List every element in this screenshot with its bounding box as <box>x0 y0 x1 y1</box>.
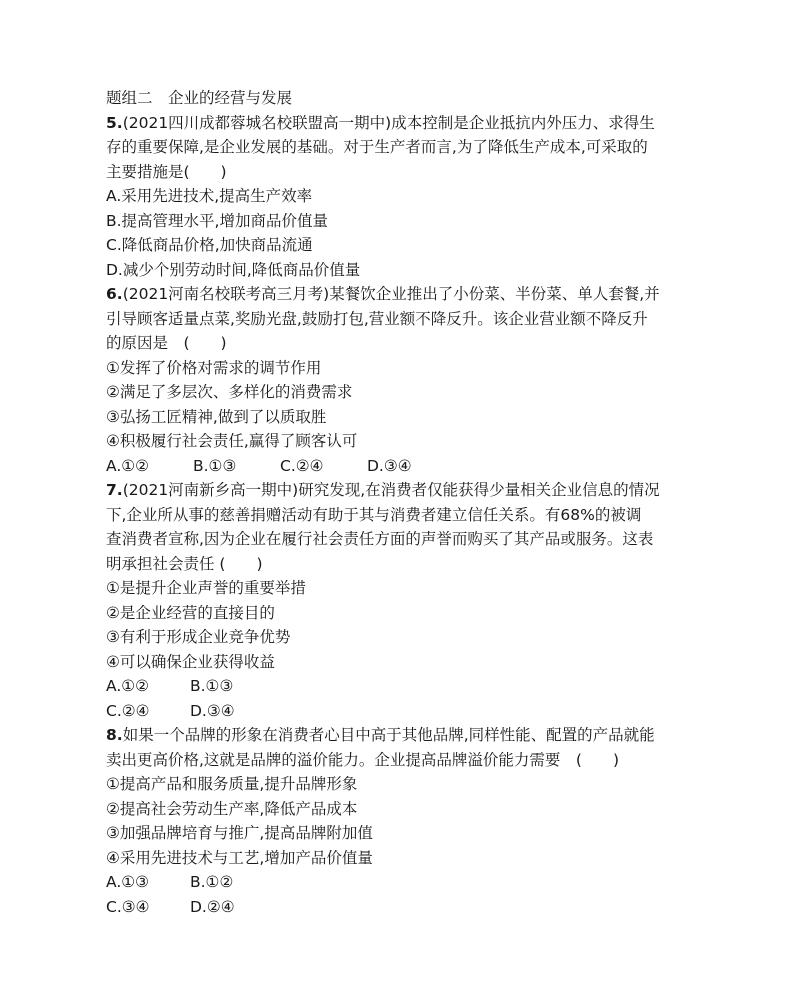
question-5-number: 5. <box>106 113 123 132</box>
question-6-options <box>106 454 691 479</box>
question-5-line-3: 主要措施是( ) <box>106 162 227 181</box>
question-8-line-2: 卖出更高价格,这就是品牌的溢价能力。企业提高品牌溢价能力需要 ( ) <box>106 750 620 769</box>
question-7-statement-3: ③有利于形成企业竞争优势 <box>106 628 291 646</box>
question-6-number: 6. <box>106 285 123 303</box>
question-6-statement-3: ③弘扬工匠精神,做到了以质取胜 <box>106 407 327 426</box>
question-6 <box>106 282 691 478</box>
question-5-line-2: 存的重要保障,是企业发展的基础。对于生产者而言,为了降低生产成本,可采取的 <box>106 138 648 156</box>
question-8-option-b: B.①② <box>190 873 234 891</box>
question-8-statement-3: ③加强品牌培育与推广,提高品牌附加值 <box>106 824 373 842</box>
question-6-line-2: 引导顾客适量点菜,奖励光盘,鼓励打包,营业额不降反升。该企业营业额不降反升 <box>106 309 648 328</box>
question-6-statement-2: ②满足了多层次、多样化的消费需求 <box>106 383 353 401</box>
question-8-options-row-1 <box>106 870 691 895</box>
question-5-choice-b: B.提高管理水平,增加商品价值量 <box>106 211 328 230</box>
question-7-line-3: 查消费者宣称,因为企业在履行社会责任方面的声誉而购买了其产品或服务。这表 <box>106 530 654 548</box>
question-8-line-1: 8.如果一个品牌的形象在消费者心目中高于其他品牌,同样性能、配置的产品就能 <box>106 726 655 744</box>
question-5-choice-d: D.减少个别劳动时间,降低商品价值量 <box>106 260 361 279</box>
question-6-option-b: B.①③ <box>193 456 237 475</box>
question-8-option-c: C.③④ <box>106 897 150 916</box>
section-title: 题组二 企业的经营与发展 <box>106 89 293 107</box>
question-7-options-row-1 <box>106 674 691 699</box>
question-5-line-1: 5.(2021四川成都蓉城名校联盟高一期中)成本控制是企业抵抗内外压力、求得生 <box>106 113 655 132</box>
question-8-statement-1: ①提高产品和服务质量,提升品牌形象 <box>106 775 358 793</box>
question-5 <box>106 111 691 283</box>
question-5-choice-c: C.降低商品价格,加快商品流通 <box>106 236 313 254</box>
question-8-number: 8. <box>106 726 123 744</box>
question-6-option-a: A.①② <box>106 456 150 475</box>
question-7-line-4: 明承担社会责任 ( ) <box>106 554 263 573</box>
question-6-statement-4: ④积极履行社会责任,赢得了顾客认可 <box>106 432 358 450</box>
question-7-option-b: B.①③ <box>190 677 234 695</box>
question-8-statement-2: ②提高社会劳动生产率,降低产品成本 <box>106 799 358 818</box>
question-5-choice-a: A.采用先进技术,提高生产效率 <box>106 187 313 205</box>
question-8-options-row-2 <box>106 895 691 920</box>
question-7-option-d: D.③④ <box>190 701 235 720</box>
question-7-number: 7. <box>106 481 123 499</box>
question-6-line-3: 的原因是 ( ) <box>106 334 227 352</box>
question-6-statement-1: ①发挥了价格对需求的调节作用 <box>106 358 322 377</box>
question-6-option-d: D.③④ <box>367 456 412 475</box>
question-content <box>106 86 691 919</box>
question-8 <box>106 723 691 919</box>
question-8-option-d: D.②④ <box>190 897 235 916</box>
question-7-statement-1: ①是提升企业声誉的重要举措 <box>106 579 306 597</box>
question-8-option-a: A.①③ <box>106 873 150 891</box>
question-7-line-2: 下,企业所从事的慈善捐赠活动有助于其与消费者建立信任关系。有68%的被调 <box>106 505 642 524</box>
question-8-statement-4: ④采用先进技术与工艺,增加产品价值量 <box>106 848 373 867</box>
question-7 <box>106 478 691 723</box>
question-7-option-c: C.②④ <box>106 701 150 720</box>
question-7-statement-2: ②是企业经营的直接目的 <box>106 603 275 622</box>
question-7-options-row-2 <box>106 699 691 724</box>
question-7-line-1: 7.(2021河南新乡高一期中)研究发现,在消费者仅能获得少量相关企业信息的情况 <box>106 481 660 499</box>
question-7-option-a: A.①② <box>106 677 150 695</box>
question-6-option-c: C.②④ <box>280 456 324 475</box>
question-7-statement-4: ④可以确保企业获得收益 <box>106 652 275 671</box>
question-6-line-1: 6.(2021河南名校联考高三月考)某餐饮企业推出了小份菜、半份菜、单人套餐,并 <box>106 285 660 303</box>
